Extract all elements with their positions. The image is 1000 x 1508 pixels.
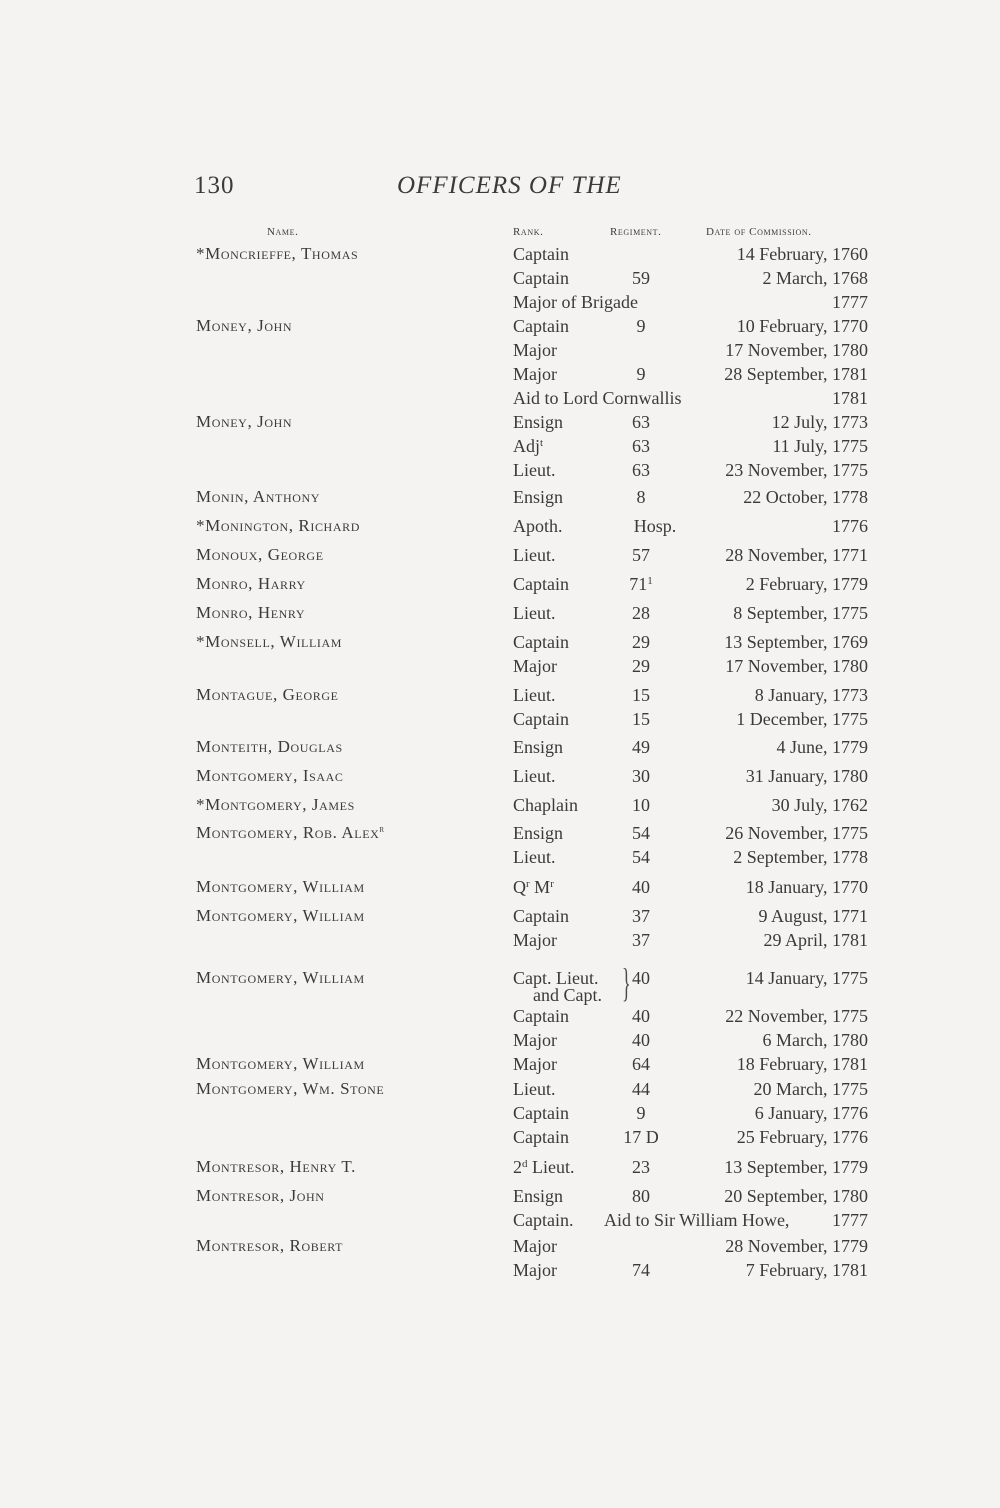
table-row (0, 516, 1000, 540)
commission-date: 14 February, 1760 (736, 244, 868, 264)
officer-name: *Monington, Richard (196, 516, 360, 535)
commission-date: 17 November, 1780 (725, 340, 868, 360)
officer-regiment: 10 (632, 795, 650, 815)
officer-name: Monin, Anthony (196, 487, 321, 506)
officer-name: Montgomery, William (196, 877, 365, 896)
commission-date: 6 January, 1776 (754, 1103, 868, 1123)
officer-rank: Captain (513, 1127, 569, 1147)
table-row (0, 388, 1000, 412)
commission-date: 20 March, 1775 (753, 1079, 868, 1099)
table-row (0, 545, 1000, 569)
officer-name: Montgomery, Rob. Alex$^r$ (196, 823, 385, 842)
officer-name: *Montgomery, James (196, 795, 355, 814)
officer-regiment: 64 (632, 1054, 650, 1074)
officer-regiment: 63 (632, 460, 650, 480)
commission-date: 18 February, 1781 (736, 1054, 868, 1074)
running-head: OFFICERS OF THE (397, 172, 622, 199)
commission-date: 28 November, 1779 (725, 1236, 868, 1256)
officer-rank: Ensign (513, 487, 564, 507)
commission-date: 6 March, 1780 (762, 1030, 868, 1050)
officer-name: Montgomery, William (196, 968, 365, 987)
officer-name: Money, John (196, 316, 293, 335)
table-row (0, 460, 1000, 484)
commission-date: 13 September, 1769 (724, 632, 868, 652)
table-row (0, 823, 1000, 847)
commission-date: 22 October, 1778 (743, 487, 868, 507)
table-row (0, 603, 1000, 627)
officer-rank: Lieut. (513, 1079, 556, 1099)
officer-name: Montgomery, William (196, 906, 365, 925)
officer-rank: Capt. Lieut. (513, 968, 599, 988)
page-number: 130 (194, 172, 235, 199)
officer-rank: Major of Brigade (513, 292, 638, 312)
commission-date: 7 February, 1781 (745, 1260, 868, 1280)
table-row (0, 1210, 1000, 1234)
officer-rank: Captain (513, 574, 569, 594)
brace-glyph: } (622, 960, 631, 1005)
table-row (0, 656, 1000, 680)
officer-name: Montresor, Robert (196, 1236, 344, 1255)
table-row (0, 487, 1000, 511)
officer-rank: Lieut. (513, 460, 556, 480)
commission-date: 29 April, 1781 (763, 930, 868, 950)
officer-regiment: 40 (632, 877, 650, 897)
superscript: r (379, 824, 385, 835)
officer-regiment: 57 (632, 545, 650, 565)
officer-rank: 2$^d$ Lieut. (513, 1157, 575, 1177)
table-row (0, 1236, 1000, 1260)
table-row (0, 632, 1000, 656)
officer-regiment: 30 (632, 766, 650, 786)
officer-rank: Major (513, 1260, 557, 1280)
officer-rank: Captain (513, 906, 569, 926)
table-row (0, 436, 1000, 460)
superscript: 1 (647, 575, 653, 587)
officer-name: Monro, Harry (196, 574, 306, 593)
officer-rank: Major (513, 656, 557, 676)
officer-regiment: 40 (632, 1030, 650, 1050)
officer-name: Monoux, George (196, 545, 324, 564)
commission-date: 12 July, 1773 (771, 412, 868, 432)
table-row (0, 412, 1000, 436)
commission-date: 4 June, 1779 (776, 737, 868, 757)
officer-name: Montgomery, William (196, 1054, 365, 1073)
superscript: d (522, 1158, 528, 1170)
superscript: r (526, 878, 530, 890)
officer-name: Montresor, Henry T. (196, 1157, 356, 1176)
commission-date: 2 March, 1768 (762, 268, 868, 288)
page-header (194, 172, 874, 212)
officer-rank: Captain (513, 244, 569, 264)
commission-date: 2 February, 1779 (745, 574, 868, 594)
commission-date: 26 November, 1775 (725, 823, 868, 843)
commission-date: 18 January, 1770 (745, 877, 868, 897)
commission-date: 1777 (832, 1210, 868, 1230)
commission-date: 23 November, 1775 (725, 460, 868, 480)
officer-name: Montresor, John (196, 1186, 325, 1205)
officer-rank: Apoth. (513, 516, 563, 536)
officer-rank: Captain (513, 316, 569, 336)
commission-date: 20 September, 1780 (724, 1186, 868, 1206)
officer-rank: Lieut. (513, 847, 556, 867)
commission-date: 22 November, 1775 (725, 1006, 868, 1026)
officer-regiment: $71^1$ (629, 574, 653, 594)
commission-date: 13 September, 1779 (724, 1157, 868, 1177)
table-row (0, 1054, 1000, 1078)
commission-date: 1 December, 1775 (736, 709, 868, 729)
officer-rank: $Q^r$ $M^r$ (513, 877, 554, 897)
officer-name: *Monsell, William (196, 632, 343, 651)
officer-rank: Lieut. (513, 545, 556, 565)
officer-rank: Lieut. (513, 766, 556, 786)
column-header-rank: Rank. (513, 226, 544, 238)
commission-date: 17 November, 1780 (725, 656, 868, 676)
officer-regiment: 9 (636, 1103, 646, 1123)
officer-name: Montgomery, Wm. Stone (196, 1079, 385, 1098)
officer-regiment: 74 (632, 1260, 650, 1280)
commission-date: 30 July, 1762 (771, 795, 868, 815)
table-row (0, 906, 1000, 930)
table-row (0, 1079, 1000, 1103)
officer-regiment: 49 (632, 737, 650, 757)
officer-rank: Major (513, 1030, 557, 1050)
officer-regiment: 40 (632, 1006, 650, 1026)
column-header-name: Name. (267, 226, 299, 238)
officer-rank: Captain (513, 268, 569, 288)
officer-regiment: 63 (632, 412, 650, 432)
officer-rank: Ensign (513, 1186, 564, 1206)
commission-date: 25 February, 1776 (736, 1127, 868, 1147)
commission-date: 9 August, 1771 (758, 906, 868, 926)
commission-date: 11 July, 1775 (772, 436, 868, 456)
table-row (0, 1030, 1000, 1054)
superscript: t (540, 437, 544, 449)
officer-regiment: 9 (636, 364, 646, 384)
table-row (0, 930, 1000, 954)
officer-regiment: 54 (632, 847, 650, 867)
officer-regiment: 8 (636, 487, 646, 507)
officer-name: Money, John (196, 412, 293, 431)
officer-rank: Major (513, 930, 557, 950)
officer-regiment: 29 (632, 632, 650, 652)
officer-rank: Major (513, 1236, 557, 1256)
table-row (0, 685, 1000, 709)
table-row (0, 340, 1000, 364)
officer-regiment: 37 (632, 906, 650, 926)
officer-name: Monro, Henry (196, 603, 306, 622)
officer-rank: Major (513, 364, 557, 384)
officer-rank: Major (513, 1054, 557, 1074)
table-row (0, 1127, 1000, 1151)
commission-date: 28 September, 1781 (724, 364, 868, 384)
commission-date: 1781 (832, 388, 868, 408)
officer-regiment: 15 (632, 685, 650, 705)
commission-date: 1777 (832, 292, 868, 312)
officer-rank: Captain (513, 1006, 569, 1026)
officer-name: Montague, George (196, 685, 339, 704)
table-row (0, 268, 1000, 292)
table-row (0, 292, 1000, 316)
commission-date: 1776 (832, 516, 868, 536)
commission-date: 8 September, 1775 (733, 603, 868, 623)
commission-date: 28 November, 1771 (725, 545, 868, 565)
officer-regiment: 40 (632, 968, 650, 988)
officer-regiment: 23 (632, 1157, 650, 1177)
commission-date: 10 February, 1770 (736, 316, 868, 336)
table-row (0, 1260, 1000, 1284)
officer-rank: Chaplain (513, 795, 578, 815)
table-row (0, 737, 1000, 761)
officer-rank: Captain. (513, 1210, 574, 1230)
officer-rank: Adj$^t$ (513, 436, 544, 456)
commission-date: 8 January, 1773 (754, 685, 868, 705)
officer-regiment: 44 (632, 1079, 650, 1099)
officer-rank: Ensign (513, 737, 564, 757)
officer-rank: Captain (513, 632, 569, 652)
officer-rank: Ensign (513, 823, 564, 843)
table-row (0, 1157, 1000, 1181)
table-row (0, 1006, 1000, 1030)
officer-name: Montgomery, Isaac (196, 766, 344, 785)
officer-rank: Ensign (513, 412, 564, 432)
officer-regiment: 29 (632, 656, 650, 676)
officer-rank: Lieut. (513, 603, 556, 623)
officer-rank: Major (513, 340, 557, 360)
officer-regiment: 80 (632, 1186, 650, 1206)
officer-name: *Moncrieffe, Thomas (196, 244, 359, 263)
officer-regiment: 54 (632, 823, 650, 843)
table-row (0, 709, 1000, 733)
table-row (0, 316, 1000, 340)
officer-regiment: 63 (632, 436, 650, 456)
officer-regiment: 59 (632, 268, 650, 288)
column-header-regiment: Regiment. (610, 226, 662, 238)
table-row (0, 795, 1000, 819)
table-row (0, 847, 1000, 871)
officer-regiment: 17 D (623, 1127, 659, 1147)
officer-rank: Captain (513, 709, 569, 729)
officer-rank: Aid to Lord Cornwallis (513, 388, 682, 408)
table-row (0, 574, 1000, 598)
table-row (0, 877, 1000, 901)
officer-regiment: 28 (632, 603, 650, 623)
commission-date: 14 January, 1775 (745, 968, 868, 988)
officer-name: Monteith, Douglas (196, 737, 343, 756)
officer-regiment: 9 (636, 316, 646, 336)
commission-date: 2 September, 1778 (733, 847, 868, 867)
officer-rank: Captain (513, 1103, 569, 1123)
table-row (0, 364, 1000, 388)
officer-regiment: 15 (632, 709, 650, 729)
table-row (0, 244, 1000, 268)
table-row (0, 1103, 1000, 1127)
officer-regiment: Hosp. (633, 516, 677, 536)
table-row (0, 766, 1000, 790)
officer-regiment: 37 (632, 930, 650, 950)
officer-regiment: Aid to Sir William Howe, (604, 1210, 790, 1230)
commission-date: 31 January, 1780 (745, 766, 868, 786)
column-header-date: Date of Commission. (706, 226, 812, 238)
superscript: r (550, 878, 554, 890)
officer-rank: Lieut. (513, 685, 556, 705)
officer-rank: and Capt. (533, 985, 602, 1005)
table-row (0, 1186, 1000, 1210)
